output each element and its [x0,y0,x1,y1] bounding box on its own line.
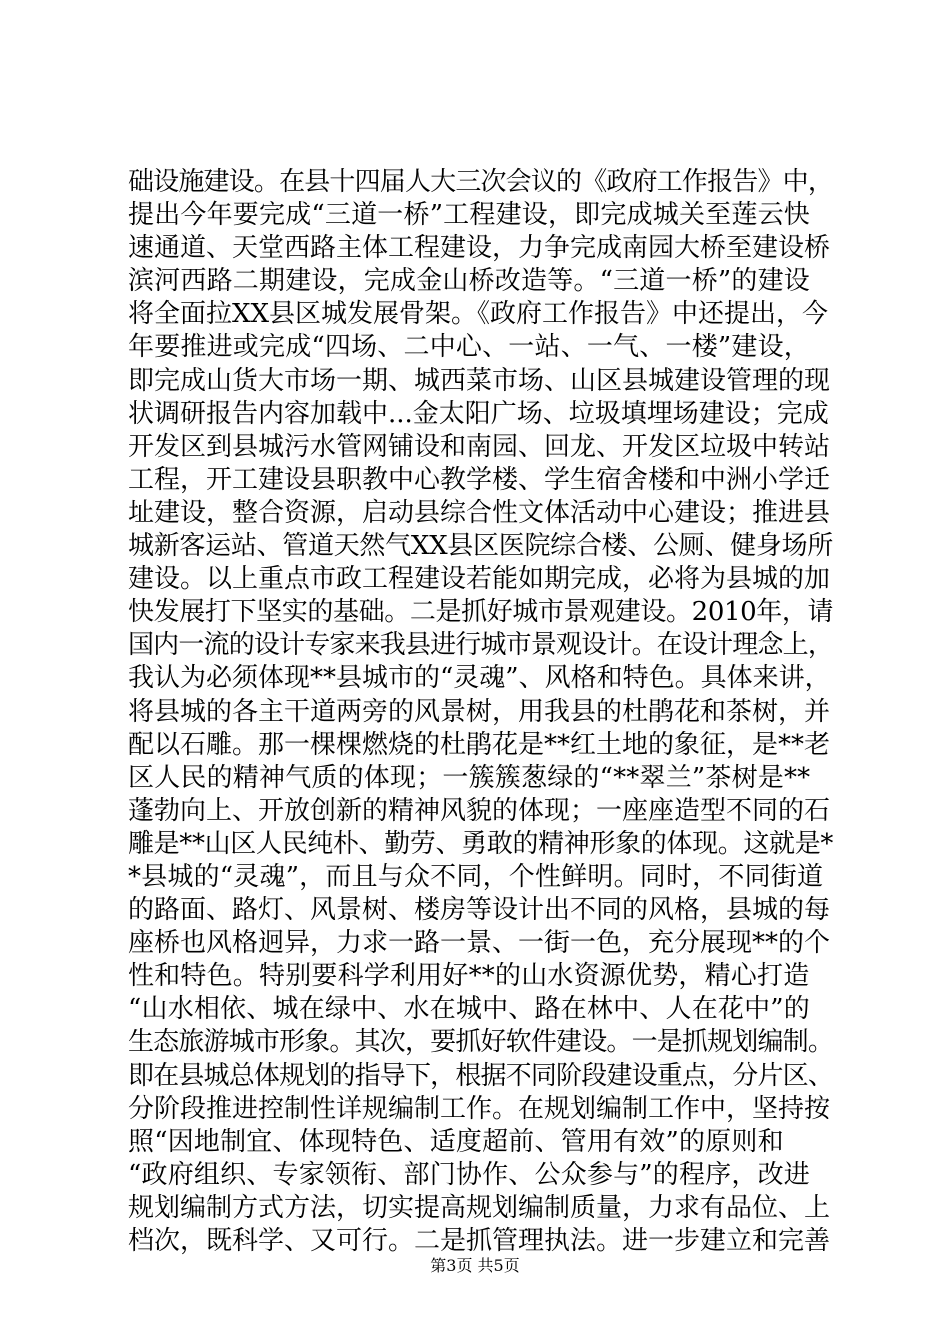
text-line: 开发区到县城污水管网铺设和南园、回龙、开发区垃圾中转站 [128,431,831,462]
text-line: 将全面拉XX县区城发展骨架。《政府工作报告》中还提出，今 [128,299,829,330]
text-line: 雕是**山区人民纯朴、勤劳、勇敢的精神形象的体现。这就是* [128,828,834,859]
text-line: 即完成山货大市场一期、城西菜市场、山区县城建设管理的现 [128,365,831,396]
text-line: 提出今年要完成“三道一桥”工程建设，即完成城关至莲云快 [128,200,810,231]
text-line: “山水相依、城在绿中、水在城中、路在林中、人在花中”的 [128,994,810,1025]
text-line: 状调研报告内容加载中...金太阳广场、垃圾填埋场建设；完成 [128,398,829,429]
text-line: 生态旅游城市形象。其次，要抓好软件建设。一是抓规划编制。 [128,1027,834,1058]
text-line: 档次，既科学、又可行。二是抓管理执法。进一步建立和完善 [128,1226,831,1256]
text-line: 性和特色。特别要科学利用好**的山水资源优势，精心打造 [128,961,810,992]
text-line: 蓬勃向上、开放创新的精神风貌的体现；一座座造型不同的石 [128,795,831,826]
body-text [128,166,833,1258]
text-line: 区人民的精神气质的体现；一簇簇葱绿的“**翠兰”茶树是** [128,762,811,793]
text-line: 配以石雕。那一棵棵燃烧的杜鹃花是**红土地的象征，是**老 [128,729,831,760]
text-line: *县城的“灵魂”，而且与众不同，个性鲜明。同时，不同街道 [128,861,824,892]
text-line: 工程，开工建设县职教中心教学楼、学生宿舍楼和中洲小学迁 [128,464,831,495]
text-line: 年要推进或完成“四场、二中心、一站、一气、一楼”建设， [128,332,810,363]
page-footer: 第3页 共5页 [430,1256,520,1275]
text-line: 城新客运站、管道天然气XX县区医院综合楼、公厕、健身场所 [128,531,834,562]
text-line: 照“因地制宜、体现特色、适度超前、管用有效”的原则和 [128,1126,784,1157]
text-line: 址建设，整合资源，启动县综合性文体活动中心建设；推进县 [128,497,831,528]
text-line: 快发展打下坚实的基础。二是抓好城市景观建设。2010年，请 [128,597,834,628]
text-line: “政府组织、专家领衔、部门协作、公众参与”的程序，改进 [128,1159,810,1190]
text-line: 分阶段推进控制性详规编制工作。在规划编制工作中，坚持按 [128,1093,831,1124]
text-line: 规划编制方式方法，切实提高规划编制质量，力求有品位、上 [128,1192,831,1223]
text-line: 国内一流的设计专家来我县进行城市景观设计。在设计理念上， [128,630,834,661]
text-line: 的路面、路灯、风景树、楼房等设计出不同的风格，县城的每 [128,895,831,926]
text-line: 速通道、天堂西路主体工程建设，力争完成南园大桥至建设桥 [128,233,831,264]
text-line: 础设施建设。在县十四届人大三次会议的《政府工作报告》中， [128,167,834,197]
text-line: 我认为必须体现**县城市的“灵魂”、风格和特色。具体来讲， [128,663,831,694]
text-line: 座桥也风格迥异，力求一路一景、一街一色，充分展现**的个 [128,928,831,959]
text-line: 滨河西路二期建设，完成金山桥改造等。“三道一桥”的建设 [128,266,810,297]
text-line: 建设。以上重点市政工程建设若能如期完成，必将为县城的加 [128,564,831,595]
text-line: 将县城的各主干道两旁的风景树，用我县的杜鹃花和茶树，并 [128,696,831,727]
text-line: 即在县城总体规划的指导下，根据不同阶段建设重点，分片区、 [128,1060,834,1091]
